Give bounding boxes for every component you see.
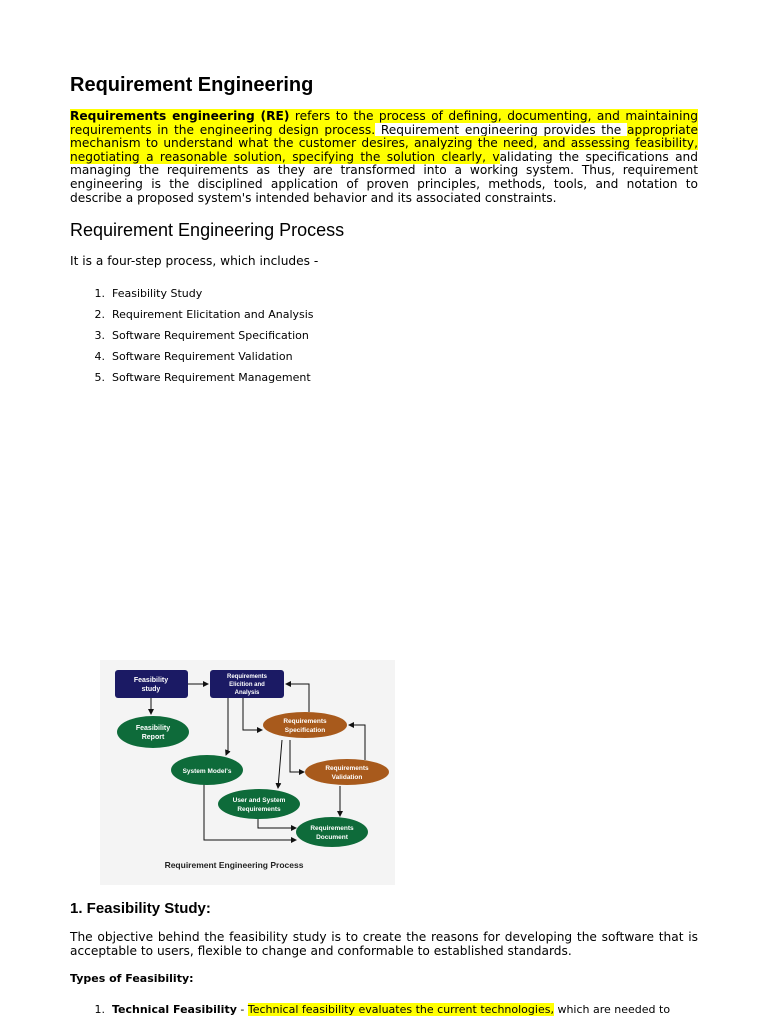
svg-text:Feasibility: Feasibility (133, 677, 169, 684)
list-number: 3. (94, 329, 105, 342)
feasibility-heading: 1. Feasibility Study: (70, 900, 211, 917)
svg-text:Requirements: Requirements (237, 806, 281, 813)
svg-text:Analysis: Analysis (234, 690, 260, 696)
list-item (70, 307, 314, 328)
process-heading: Requirement Engineering Process (70, 220, 345, 240)
node-requirements-document (296, 817, 368, 847)
process-diagram (100, 660, 395, 885)
page-title: Requirement Engineering (70, 74, 314, 96)
technical-feasibility-rest: which are needed to (553, 1003, 671, 1016)
svg-text:Elicition and: Elicition and (229, 682, 265, 688)
svg-text:Feasibility: Feasibility (135, 725, 171, 732)
list-label: Software Requirement Management (112, 371, 311, 384)
intro-paragraph (70, 110, 698, 205)
intro-highlight-definition: refers to the process of defining, documenting, and maintaining requirements in the engineering design process. (70, 109, 698, 137)
node-feasibility-report (117, 716, 189, 748)
list-label: Requirement Elicitation and Analysis (112, 308, 314, 321)
process-lead: It is a four-step process, which includes - (70, 254, 319, 268)
list-number: 1. (94, 1003, 105, 1016)
svg-text:Requirements: Requirements (283, 718, 327, 725)
node-validation (305, 759, 389, 785)
list-number: 4. (94, 350, 105, 363)
intro-text-2: alidating the specifications and managing the requirements as they are transformed into a working system. Thus, requirement engineering is the disciplined application of proven principles, methods, tools, and notation to describe a proposed system's intended behavior and its associated constraints. (70, 149, 698, 205)
list-number: 1. (94, 287, 105, 300)
list-number: 2. (94, 308, 105, 321)
list-item (70, 328, 314, 349)
feasibility-paragraph: The objective behind the feasibility study is to create the reasons for developing the software that is acceptable to users, flexible to change and conformable to established standards. (70, 930, 698, 958)
svg-text:study: study (141, 686, 161, 693)
intro-highlight-mechanism: appropriate mechanism to understand what the customer desires, analyzing the need, and assessing feasibility, negotiating a reasonable solution, specifying the solution clearly, v (70, 122, 699, 164)
list-label: Feasibility Study (112, 287, 203, 300)
list-number: 5. (94, 371, 105, 384)
svg-text:Requirements: Requirements (310, 825, 354, 832)
svg-text:Requirements: Requirements (226, 674, 268, 680)
technical-feasibility-label: Technical Feasibility (112, 1003, 237, 1016)
svg-text:Report: Report (141, 734, 165, 741)
svg-text:Document: Document (316, 834, 348, 841)
technical-feasibility-highlight: Technical feasibility evaluates the current technologies, (247, 1003, 554, 1016)
list-item (70, 370, 314, 391)
list-item (70, 286, 314, 307)
svg-text:User and System: User and System (232, 797, 286, 804)
separator: - (236, 1003, 248, 1016)
node-system-models (171, 755, 243, 785)
list-label: Software Requirement Validation (112, 350, 293, 363)
node-specification (263, 712, 347, 738)
svg-text:Specification: Specification (284, 727, 326, 734)
node-user-system-requirements (218, 789, 300, 819)
diagram-caption: Requirement Engineering Process (164, 860, 304, 870)
technical-feasibility-item (70, 1003, 698, 1017)
list-item (70, 349, 314, 370)
intro-text-1: Requirement engineering provides the (375, 122, 627, 137)
process-steps-list (70, 286, 314, 391)
svg-text:Requirements: Requirements (325, 765, 369, 772)
node-feasibility-study (115, 670, 188, 698)
intro-highlight-term: Requirements engineering (RE) (70, 109, 290, 123)
node-elicitation (210, 670, 284, 698)
list-label: Software Requirement Specification (112, 329, 309, 342)
types-heading: Types of Feasibility: (70, 972, 194, 985)
svg-text:System Model's: System Model's (182, 768, 232, 775)
svg-text:Validation: Validation (331, 774, 363, 781)
